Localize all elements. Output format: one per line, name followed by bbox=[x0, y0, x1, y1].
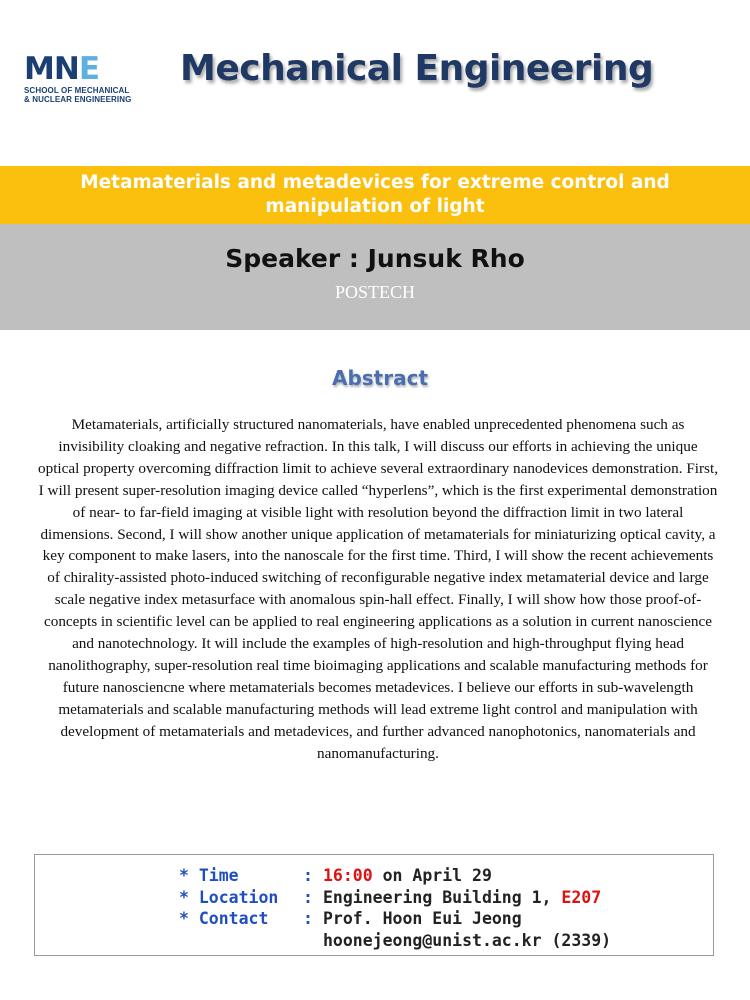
abstract-body: Metamaterials, artificially structured nanomaterials, have enabled unprecedented phenomena such as invisibility cloaking and negative refraction. In this talk, I will discuss our efforts in achieving the unique optical property overcoming diffraction limit to achieve several extraordinary nanodevices demonstration. First, I will present super-resolution imaging device called “hyperlens”, which is the first experimental demonstration of near- to far-field imaging at visible light with resolution beyond the diffraction limit in two lateral dimensions. Second, I will show another unique application of metamaterials for miniaturizing optical cavity, a key component to make lasers, into the nanoscale for the first time. Third, I will show the recent achievements of chirality-assisted photo-induced switching of reconfigurable negative index metamaterial device and large scale negative index metasurface with anomalous spin-hall effect. Finally, I will show how those proof-of-concepts in scientific level can be applied to real engineering applications as a solution in current nanoscience and nanotechnology. It will include the examples of high-resolution and high-throughput flying head nanolithography, super-resolution real time bioimaging applications and scalable manufacturing methods for future nanosciencne where metamaterials becomes metadevices. I believe our efforts in sub-wavelength metamaterials and scalable manufacturing methods will lead extreme light control and manipulation with development of metamaterials and metadevices, and further advanced nanophotonics, nanomaterials and nanomanufacturing. bbox=[38, 416, 718, 762]
logo-mark bbox=[24, 51, 144, 87]
date-value: on April 29 bbox=[372, 866, 492, 885]
event-info-box bbox=[34, 854, 714, 956]
time-value: 16:00 bbox=[323, 866, 373, 885]
speaker-affiliation: POSTECH bbox=[334, 282, 415, 302]
title-band bbox=[0, 166, 750, 224]
talk-title: Metamaterials and metadevices for extreme control and manipulation of light bbox=[80, 172, 670, 217]
event-info-rows bbox=[179, 865, 611, 951]
contact-label: * Contact bbox=[179, 909, 269, 928]
logo-letter-m: M bbox=[24, 51, 54, 87]
contact-row bbox=[179, 908, 611, 930]
speaker-name: Speaker : Junsuk Rho bbox=[225, 244, 525, 273]
time-separator: : bbox=[303, 866, 313, 885]
logo-letter-e: E bbox=[78, 51, 99, 87]
location-value: Engineering Building 1, bbox=[323, 887, 562, 907]
logo-line2: & NUCLEAR ENGINEERING bbox=[24, 95, 132, 104]
time-label: * Time bbox=[179, 866, 239, 885]
contact-name: Prof. Hoon Eui Jeong bbox=[323, 909, 522, 928]
logo-line1: SCHOOL OF MECHANICAL bbox=[24, 86, 130, 95]
contact-email[interactable]: hoonejeong@unist.ac.kr (2339) bbox=[323, 930, 612, 950]
location-label: * Location bbox=[179, 887, 279, 907]
speaker-band bbox=[0, 224, 750, 330]
logo-letter-n: N bbox=[53, 51, 79, 87]
abstract-heading: Abstract bbox=[331, 366, 429, 390]
contact-email-row bbox=[179, 930, 611, 952]
location-row bbox=[179, 887, 611, 909]
time-row bbox=[179, 865, 611, 887]
contact-separator: : bbox=[303, 909, 313, 928]
location-separator: : bbox=[303, 887, 313, 907]
department-title: Mechanical Engineering bbox=[180, 48, 654, 89]
mne-logo bbox=[24, 51, 144, 106]
location-room: E207 bbox=[561, 887, 602, 907]
